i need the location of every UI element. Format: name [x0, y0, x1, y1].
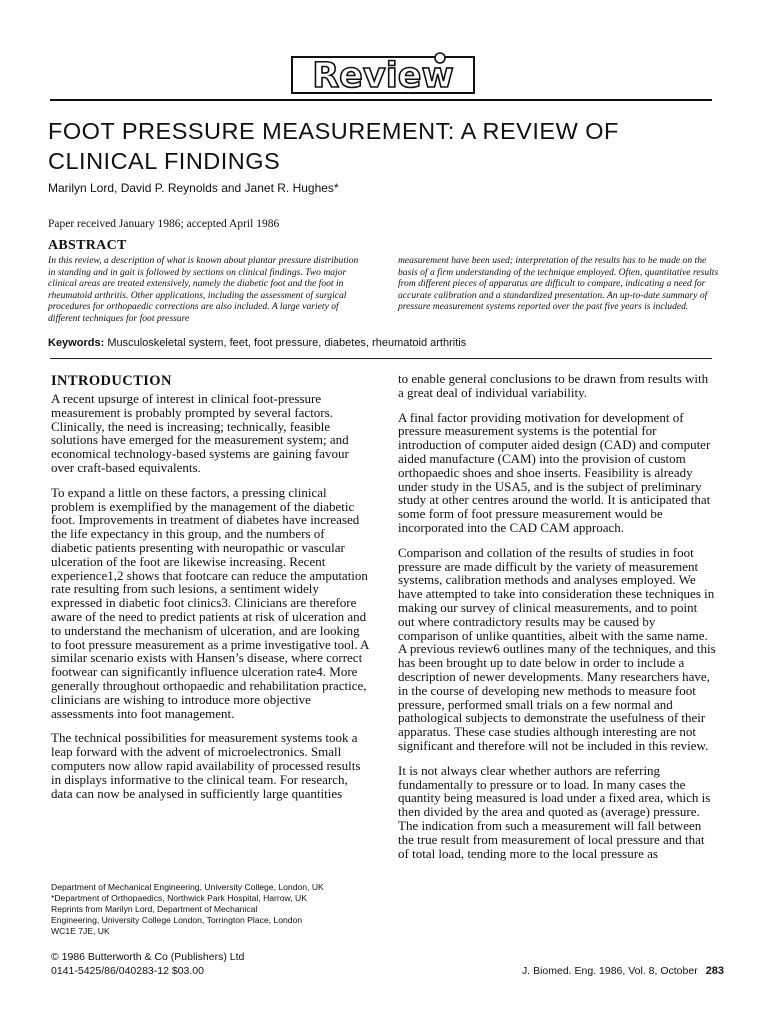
issn-line: 0141-5425/86/040283-12 $03.00	[51, 965, 204, 977]
abstract-heading: ABSTRACT	[48, 238, 127, 253]
journal-folio	[522, 965, 724, 977]
affiliation-footnote	[51, 882, 369, 937]
keywords-label: Keywords:	[48, 337, 105, 349]
body-paragraph: to enable general conclusions to be drawn from results with a great deal of individual variability.	[398, 371, 709, 400]
introduction-heading: INTRODUCTION	[51, 373, 172, 389]
affiliation-line: WC1E 7JE, UK	[51, 926, 110, 936]
review-logo-text: Review	[312, 56, 454, 96]
left-column	[51, 372, 369, 811]
page-number: 283	[705, 965, 725, 977]
body-paragraph: A final factor providing motivation for development of pressure measurement systems is the potential for introduction of computer aided design (CAD) and computer aided manufacture (CAM) into the provision of custom orthopaedic shoes and shoe inserts. Feasibility is already under study in the USA5, and is the subject of preliminary study at other centres around the world. It is anticipated that some form of foot pressure measurement would be incorporated into the CAD CAM approach.	[398, 409, 711, 535]
body-paragraph: It is not always clear whether authors are referring fundamentally to pressure or to load. In many cases the quantity being measured is load under a fixed area, which is then divided by the area and quoted as (average) pressure. The indication from such a measurement will fall between the true result from measurement of local pressure and that of total load, tending more to the local pressure as	[398, 762, 711, 861]
article-title: FOOT PRESSURE MEASUREMENT: A REVIEW OF CLINICAL FINDINGS	[48, 118, 619, 174]
affiliation-line: *Department of Orthopaedics, Northwick Park Hospital, Harrow, UK	[51, 893, 307, 903]
keywords	[48, 337, 466, 349]
keywords-text: Musculoskeletal system, feet, foot pressure, diabetes, rheumatoid arthritis	[107, 337, 467, 349]
abstract-left: In this review, a description of what is known about plantar pressure distribution in standing and in gait is followed by sections on clinical findings. Two major clinical areas are treated extensively, namely the diabetic foot and the foot in rheumatoid arthritis. Other applications, including the assessment of surgical procedures for orthopaedic corrections are also included. A large variety of different techniques for foot pressure	[48, 255, 359, 324]
abstract-rule	[50, 358, 712, 359]
body-paragraph: The technical possibilities for measurement systems took a leap forward with the advent of microelectronics. Small computers now allow rapid availability of processed results in displays informative to the clinical team. For research, data can now be analysed in sufficiently large quantities	[51, 730, 361, 801]
copyright-block	[51, 950, 244, 978]
body-paragraph: A recent upsurge of interest in clinical foot-pressure measurement is probably prompted by several factors. Clinically, the need is increasing; technically, feasible solutions have emerged for the measurement system; and economical technology-based systems are gaining favour over craft-based equivalents.	[51, 391, 349, 475]
review-logo	[290, 51, 476, 97]
affiliation-line: Department of Mechanical Engineering, University College, London, UK	[51, 882, 324, 892]
affiliation-line: Engineering, University College London, Torrington Place, London	[51, 915, 303, 925]
right-column	[398, 372, 716, 871]
journal-reference: J. Biomed. Eng. 1986, Vol. 8, October	[522, 965, 698, 977]
top-rule	[50, 99, 712, 101]
authors: Marilyn Lord, David P. Reynolds and Janet R. Hughes*	[48, 181, 339, 195]
abstract-right: measurement have been used; interpretation of the results has to be made on the basis of a firm understanding of the technique employed. Often, quantitative results from different pieces of apparatus are difficult to compare, indicating a need for accurate calibration and a standardized presentation. An up-to-date summary of pressure measurement systems reported over the past five years is included.	[398, 255, 719, 313]
body-paragraph: Comparison and collation of the results of studies in foot pressure are made difficult by the variety of measurement systems, calibration methods and analyses employed. We have attempted to take into consideration these techniques in making our survey of clinical measurements, and to point out where contradictory results may be caused by comparison of unlike quantities, albeit with the same name. A previous review6 outlines many of the techniques, and this has been brought up to date below in order to include a description of newer developments. Many researchers have, in the course of developing new methods to measure foot pressure, performed small trials on a few normal and pathological subjects to demonstrate the usefulness of their apparatus. These case studies although interesting are not significant and therefore will not be included in this review.	[398, 544, 716, 753]
received-date: Paper received January 1986; accepted April 1986	[48, 218, 280, 230]
body-paragraph: To expand a little on these factors, a pressing clinical problem is exemplified by the management of the diabetic foot. Improvements in treatment of diabetes have increased the life expectancy in this group, and the numbers of diabetic patients presenting with neuropathic or vascular ulceration of the foot are likewise increasing. Recent experience1,2 shows that footcare can reduce the amputation rate resulting from such lesions, a sentiment widely expressed in diabetic foot clinics3. Clinicians are therefore aware of the need to predict patients at risk of ulceration and to understand the mechanism of ulceration, and are looking to foot pressure measurement as a prime investigative tool. A similar scenario exists with Hansen’s disease, where correct footwear can significantly influence ulceration rate4. More generally throughout orthopaedic and rehabilitation practice, clinicians are wishing to introduce more objective assessments into foot management.	[51, 484, 369, 721]
affiliation-line: Reprints from Marilyn Lord, Department of Mechanical	[51, 904, 258, 914]
copyright-line: © 1986 Butterworth & Co (Publishers) Ltd	[51, 951, 245, 963]
